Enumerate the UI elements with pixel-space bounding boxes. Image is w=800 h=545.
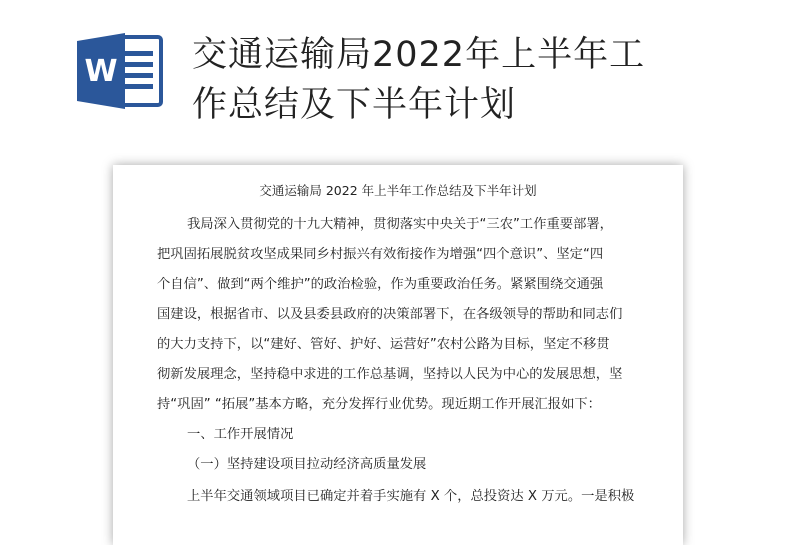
page-title (192, 30, 752, 130)
document-line: 彻新发展理念，坚持稳中求进的工作总基调，坚持以人民为中心的发展思想，坚 (157, 367, 623, 382)
page-title-line-1: 交通运输局2022年上半年工 (192, 35, 646, 75)
document-line: 持“巩固” “拓展”基本方略，充分发挥行业优势。现近期工作开展汇报如下： (157, 397, 601, 412)
page-title-line-2: 作总结及下半年计划 (192, 85, 517, 125)
document-page-preview (113, 165, 683, 545)
svg-text:W: W (84, 54, 118, 89)
document-line: 把巩固拓展脱贫攻坚成果同乡村振兴有效衔接作为增强“四个意识”、坚定“四 (157, 247, 604, 262)
document-line: 我局深入贯彻党的十九大精神，贯彻落实中央关于“三农”工作重要部署， (187, 217, 613, 232)
subsection-heading: （一）坚持建设项目拉动经济高质量发展 (187, 457, 427, 472)
document-line: 个自信”、做到“两个维护”的政治检验，作为重要政治任务。紧紧围绕交通强 (157, 277, 604, 292)
header (0, 0, 800, 160)
document-line: 上半年交通领域项目已确定并着手实施有 X 个，总投资达 X 万元。一是积极 (187, 489, 635, 504)
word-document-icon (75, 31, 165, 111)
document-line: 的大力支持下，以“建好、管好、护好、运营好”农村公路为目标，坚定不移贯 (157, 337, 610, 352)
document-title: 交通运输局 2022 年上半年工作总结及下半年计划 (259, 183, 537, 198)
document-line: 国建设，根据省市、以及县委县政府的决策部署下，在各级领导的帮助和同志们 (157, 307, 623, 322)
section-heading: 一、工作开展情况 (187, 427, 294, 442)
